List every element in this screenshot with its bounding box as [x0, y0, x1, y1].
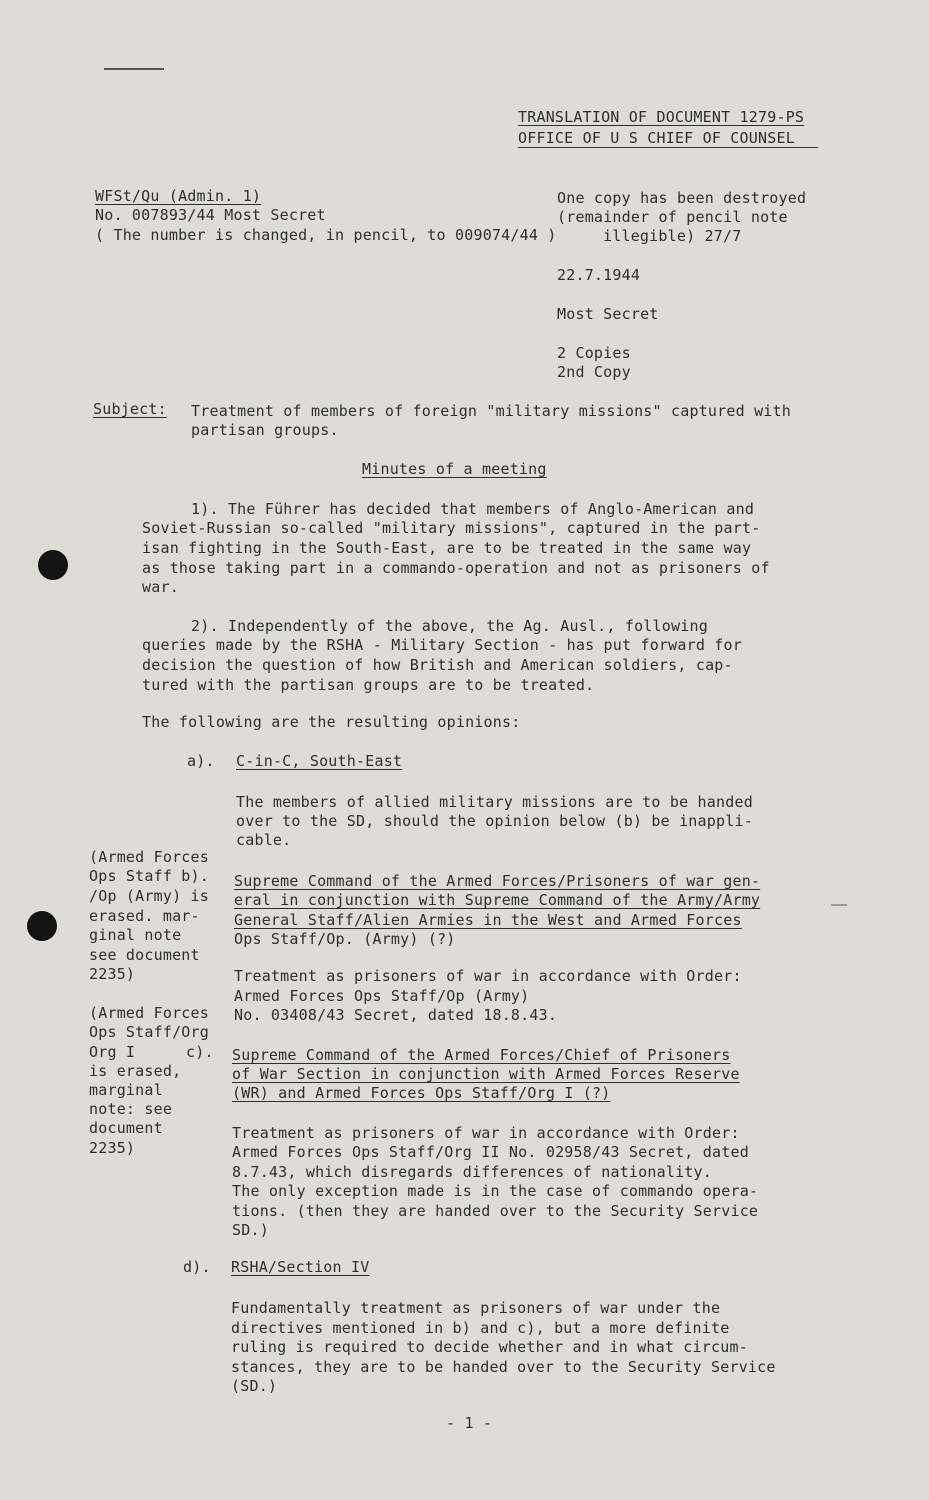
- translation-line-1: TRANSLATION OF DOCUMENT 1279-PS: [518, 108, 805, 126]
- para2-line: decision the question of how British and American soldiers, cap-: [142, 656, 733, 674]
- para2-line: queries made by the RSHA - Military Section - has put forward for: [142, 636, 742, 654]
- margin-note-c-line: 2235): [89, 1139, 136, 1157]
- subject-line-1: Treatment of members of foreign "military missions" captured with: [191, 402, 791, 420]
- subject-line-2: partisan groups.: [191, 421, 339, 439]
- margin-note-c-line: marginal: [89, 1081, 163, 1099]
- para2-line: tured with the partisan groups are to be treated.: [142, 676, 595, 694]
- para1-line: war.: [142, 578, 179, 596]
- translation-line-2: OFFICE OF U S CHIEF OF COUNSEL: [518, 129, 795, 147]
- margin-note-b-line: ginal note: [89, 926, 182, 944]
- margin-note-c-line: Ops Staff/Org: [89, 1023, 209, 1041]
- section-b-heading-line: Ops Staff/Op. (Army) (?): [234, 930, 456, 948]
- section-c-heading-line: (WR) and Armed Forces Ops Staff/Org I (?): [232, 1084, 611, 1102]
- margin-note-c-line: document: [89, 1119, 163, 1137]
- margin-note-b-line: (Armed Forces: [89, 848, 209, 866]
- section-c-marker: c).: [186, 1043, 214, 1061]
- destroyed-note-line-1: One copy has been destroyed: [557, 189, 807, 207]
- section-d-heading: RSHA/Section IV: [231, 1258, 370, 1276]
- document-number: No. 007893/44 Most Secret: [95, 206, 326, 224]
- section-c-line: Armed Forces Ops Staff/Org II No. 02958/43 Secret, dated: [232, 1143, 749, 1161]
- pencil-note: ( The number is changed, in pencil, to 009074/44 ): [95, 226, 557, 244]
- punch-hole-bottom: [27, 911, 57, 941]
- para1-line: isan fighting in the South-East, are to be treated in the same way: [142, 539, 752, 557]
- margin-note-c-line: Org I: [89, 1043, 136, 1061]
- section-c-line: SD.): [232, 1221, 269, 1239]
- section-c-heading-line: of War Section in conjunction with Armed Forces Reserve: [232, 1065, 740, 1083]
- section-d-line: (SD.): [231, 1377, 278, 1395]
- section-d-line: Fundamentally treatment as prisoners of war under the: [231, 1299, 721, 1317]
- margin-note-b-line: erased. mar-: [89, 907, 200, 925]
- section-b-line: Treatment as prisoners of war in accordance with Order:: [234, 967, 742, 985]
- page-number: - 1 -: [446, 1414, 493, 1432]
- section-b-heading-line: General Staff/Alien Armies in the West and Armed Forces: [234, 911, 742, 929]
- section-c-heading-line: Supreme Command of the Armed Forces/Chief of Prisoners: [232, 1046, 731, 1064]
- section-d-line: stances, they are to be handed over to the Security Service: [231, 1358, 776, 1376]
- section-a-line: cable.: [236, 831, 292, 849]
- pencil-mark: [104, 68, 164, 70]
- copy-number: 2nd Copy: [557, 363, 631, 381]
- para1-line: Soviet-Russian so-called "military missions", captured in the part-: [142, 519, 761, 537]
- destroyed-note-line-2: (remainder of pencil note: [557, 208, 788, 226]
- section-a-heading: C-in-C, South-East: [236, 752, 403, 770]
- destroyed-note-line-3: illegible) 27/7: [603, 227, 742, 245]
- section-a-line: The members of allied military missions are to be handed: [236, 793, 753, 811]
- section-d-marker: d).: [183, 1258, 211, 1276]
- section-a-line: over to the SD, should the opinion below (b) be inappli-: [236, 812, 753, 830]
- classification: Most Secret: [557, 305, 659, 323]
- edge-mark: [831, 904, 847, 906]
- office-reference: WFSt/Qu (Admin. 1): [95, 187, 262, 205]
- header-rule: [518, 147, 818, 148]
- margin-note-b-line: /Op (Army) is: [89, 887, 209, 905]
- margin-note-b-line: see document: [89, 946, 200, 964]
- opinions-intro: The following are the resulting opinions:: [142, 713, 521, 731]
- para2-line: 2). Independently of the above, the Ag. Ausl., following: [191, 617, 708, 635]
- section-a-marker: a).: [187, 752, 215, 770]
- document-date: 22.7.1944: [557, 266, 641, 284]
- margin-note-b-line: 2235): [89, 965, 136, 983]
- margin-note-b-line: Ops Staff b).: [89, 867, 209, 885]
- section-c-line: 8.7.43, which disregards differences of nationality.: [232, 1163, 712, 1181]
- section-b-heading-line: Supreme Command of the Armed Forces/Prisoners of war gen-: [234, 872, 761, 890]
- section-d-line: ruling is required to decide whether and in what circum-: [231, 1338, 748, 1356]
- section-c-line: The only exception made is in the case of commando opera-: [232, 1182, 759, 1200]
- section-d-line: directives mentioned in b) and c), but a more definite: [231, 1319, 730, 1337]
- section-c-line: Treatment as prisoners of war in accordance with Order:: [232, 1124, 740, 1142]
- section-b-heading-line: eral in conjunction with Supreme Command of the Army/Army: [234, 891, 761, 909]
- punch-hole-top: [38, 550, 68, 580]
- margin-note-c-line: (Armed Forces: [89, 1004, 209, 1022]
- section-c-line: tions. (then they are handed over to the Security Service: [232, 1202, 759, 1220]
- para1-line: as those taking part in a commando-operation and not as prisoners of: [142, 559, 770, 577]
- para1-line: 1). The Führer has decided that members of Anglo-American and: [191, 500, 755, 518]
- copies-count: 2 Copies: [557, 344, 631, 362]
- subject-label: Subject:: [93, 400, 167, 418]
- margin-note-c-line: is erased,: [89, 1062, 182, 1080]
- section-b-line: No. 03408/43 Secret, dated 18.8.43.: [234, 1006, 558, 1024]
- section-b-line: Armed Forces Ops Staff/Op (Army): [234, 987, 530, 1005]
- minutes-title: Minutes of a meeting: [362, 460, 547, 478]
- margin-note-c-line: note: see: [89, 1100, 173, 1118]
